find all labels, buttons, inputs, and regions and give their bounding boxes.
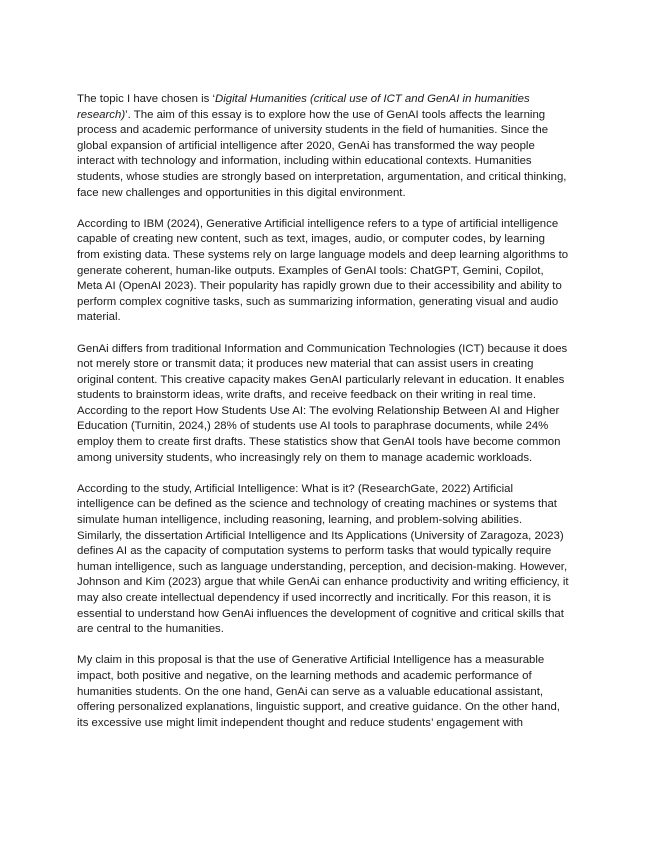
essay-body <box>77 92 569 747</box>
topic-rest: ’. The aim of this essay is to explore how the use of GenAI tools affects the learning process and academic performance of university students in the field of humanities. Since the global expansion of artificial intelligence after 2020, GenAi has transformed the way people interact with technology and information, including within educational contexts. Humanities students, whose studies are strongly based on interpretation, argumentation, and critical thinking, face new challenges and opportunities in this digital environment. <box>77 108 567 199</box>
paragraph-genai-definition: According to IBM (2024), Generative Artificial intelligence refers to a type of artificial intelligence capable of creating new content, such as text, images, audio, or computer codes, by learning from existing data. These systems rely on large language models and deep learning algorithms to generate coherent, human-like outputs. Examples of GenAI tools: ChatGPT, Gemini, Copilot, Meta AI (OpenAI 2023). Their popularity has rapidly grown due to their accessibility and ability to perform complex cognitive tasks, such as summarizing information, generating visual and audio material. <box>77 217 569 324</box>
paragraph-genai-vs-ict: GenAi differs from traditional Information and Communication Technologies (ICT) because it does not merely store or transmit data; it produces new material that can assist users in creating original content. This creative capacity makes GenAI particularly relevant in education. It enables students to brainstorm ideas, write drafts, and receive feedback on their writing in real time. According to the report How Students Use AI: The evolving Relationship Between AI and Higher Education (Turnitin, 2024,) 28% of students use AI tools to paraphrase documents, while 24% employ them to create first drafts. These statistics show that GenAI tools have become common among university students, who increasingly rely on them to manage academic workloads. <box>77 342 568 464</box>
topic-intro: The topic I have chosen is ‘ <box>77 93 216 105</box>
paragraph-claim: My claim in this proposal is that the use of Generative Artificial Intelligence has a measurable impact, both positive and negative, on the learning methods and academic performance of humanities students. On the one hand, GenAi can serve as a valuable educational assistant, offering personalized explanations, linguistic support, and creative guidance. On the other hand, its excessive use might limit independent thought and reduce students’ engagement with <box>77 654 560 729</box>
topic-title: Digital Humanities (critical use of ICT and GenAI in humanities research) <box>77 93 530 121</box>
paragraph-topic <box>77 92 569 201</box>
paragraph-ai-definitions: According to the study, Artificial Intelligence: What is it? (ResearchGate, 2022) Artificial intelligence can be defined as the science and technology of creating machines or systems that simulate human intelligence, including reasoning, learning, and problem-solving abilities. Similarly, the dissertation Artificial Intelligence and Its Applications (University of Zaragoza, 2023) defines AI as the capacity of computation systems to perform tasks that would typically require human intelligence, such as language understanding, perception, and decision-making. However, Johnson and Kim (2023) argue that while GenAi can enhance productivity and writing efficiency, it may also create intellectual dependency if used incorrectly and incritically. For this reason, it is essential to understand how GenAi influences the development of cognitive and critical skills that are central to the humanities. <box>77 482 569 636</box>
